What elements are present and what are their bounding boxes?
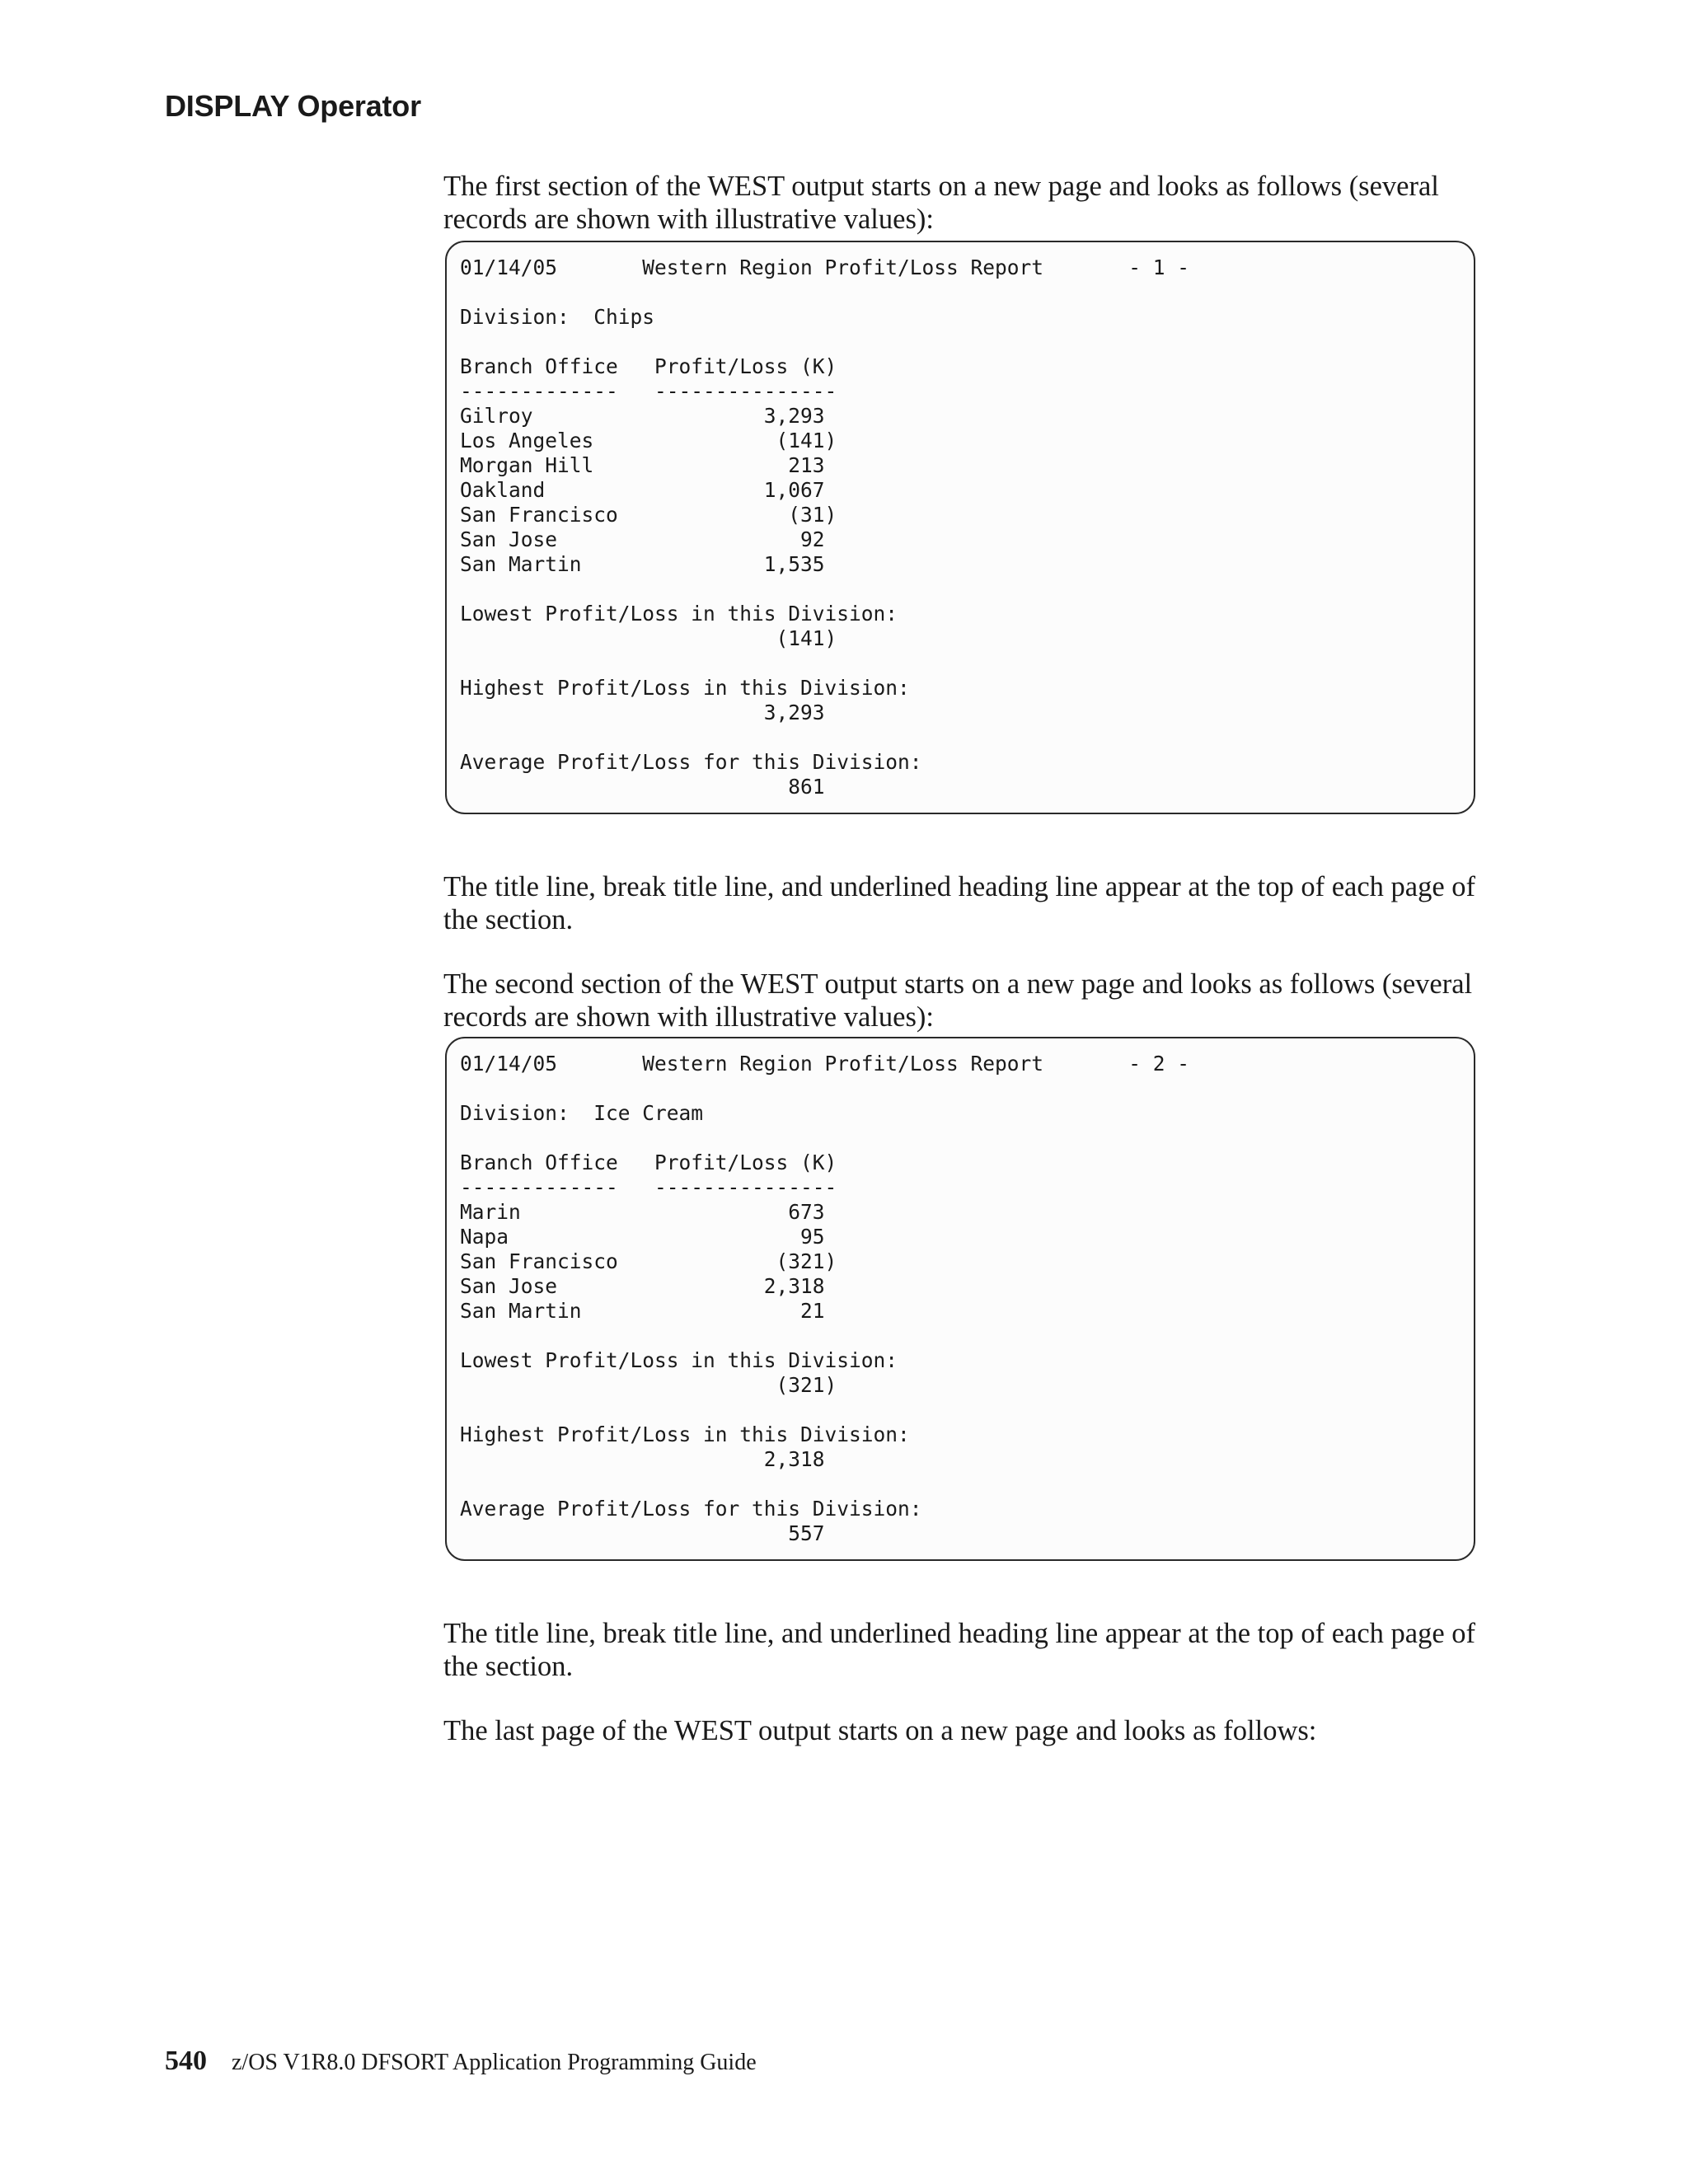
intro-paragraph-last-page: The last page of the WEST output starts on a new page and looks as follows: [443,1715,1317,1746]
report-example-box-1 [445,241,1475,814]
book-title: z/OS V1R8.0 DFSORT Application Programming Guide [232,2050,757,2075]
report-example-box-2 [445,1037,1475,1561]
note-paragraph-section-1: The title line, break title line, and underlined heading line appear at the top of each page of the section. [443,871,1476,935]
intro-paragraph-section-2: The second section of the WEST output starts on a new page and looks as follows (several records are shown with illustrative values): [443,968,1473,1033]
report-output-2: 01/14/05 Western Region Profit/Loss Report - 2 - Division: Ice Cream Branch Office Profit/Loss (K) ------------- --------------- Marin 673 Napa 95 San Francisco (321) San Jose 2,318 San Martin 21 Lowest Profit/Loss in this Division: (321) Highest Profit/Loss in this Division: 2,318 Average Profit/Loss for this Division: 557 [460,1052,1190,1545]
section-title: DISPLAY Operator [165,89,421,123]
intro-paragraph-section-1: The first section of the WEST output starts on a new page and looks as follows (several records are shown with illustrative values): [443,171,1439,235]
note-paragraph-section-2: The title line, break title line, and underlined heading line appear at the top of each page of the section. [443,1618,1476,1682]
page-footer [165,2046,757,2077]
page-number: 540 [165,2046,207,2076]
report-output-1: 01/14/05 Western Region Profit/Loss Report - 1 - Division: Chips Branch Office Profit/Loss (K) ------------- --------------- Gilroy 3,293 Los Angeles (141) Morgan Hill 213 Oakland 1,067 San Francisco (31) San Jose 92 San Martin 1,535 Lowest Profit/Loss in this Division: (141) Highest Profit/Loss in this Division: 3,293 Average Profit/Loss for this Division: 861 [460,255,1190,799]
